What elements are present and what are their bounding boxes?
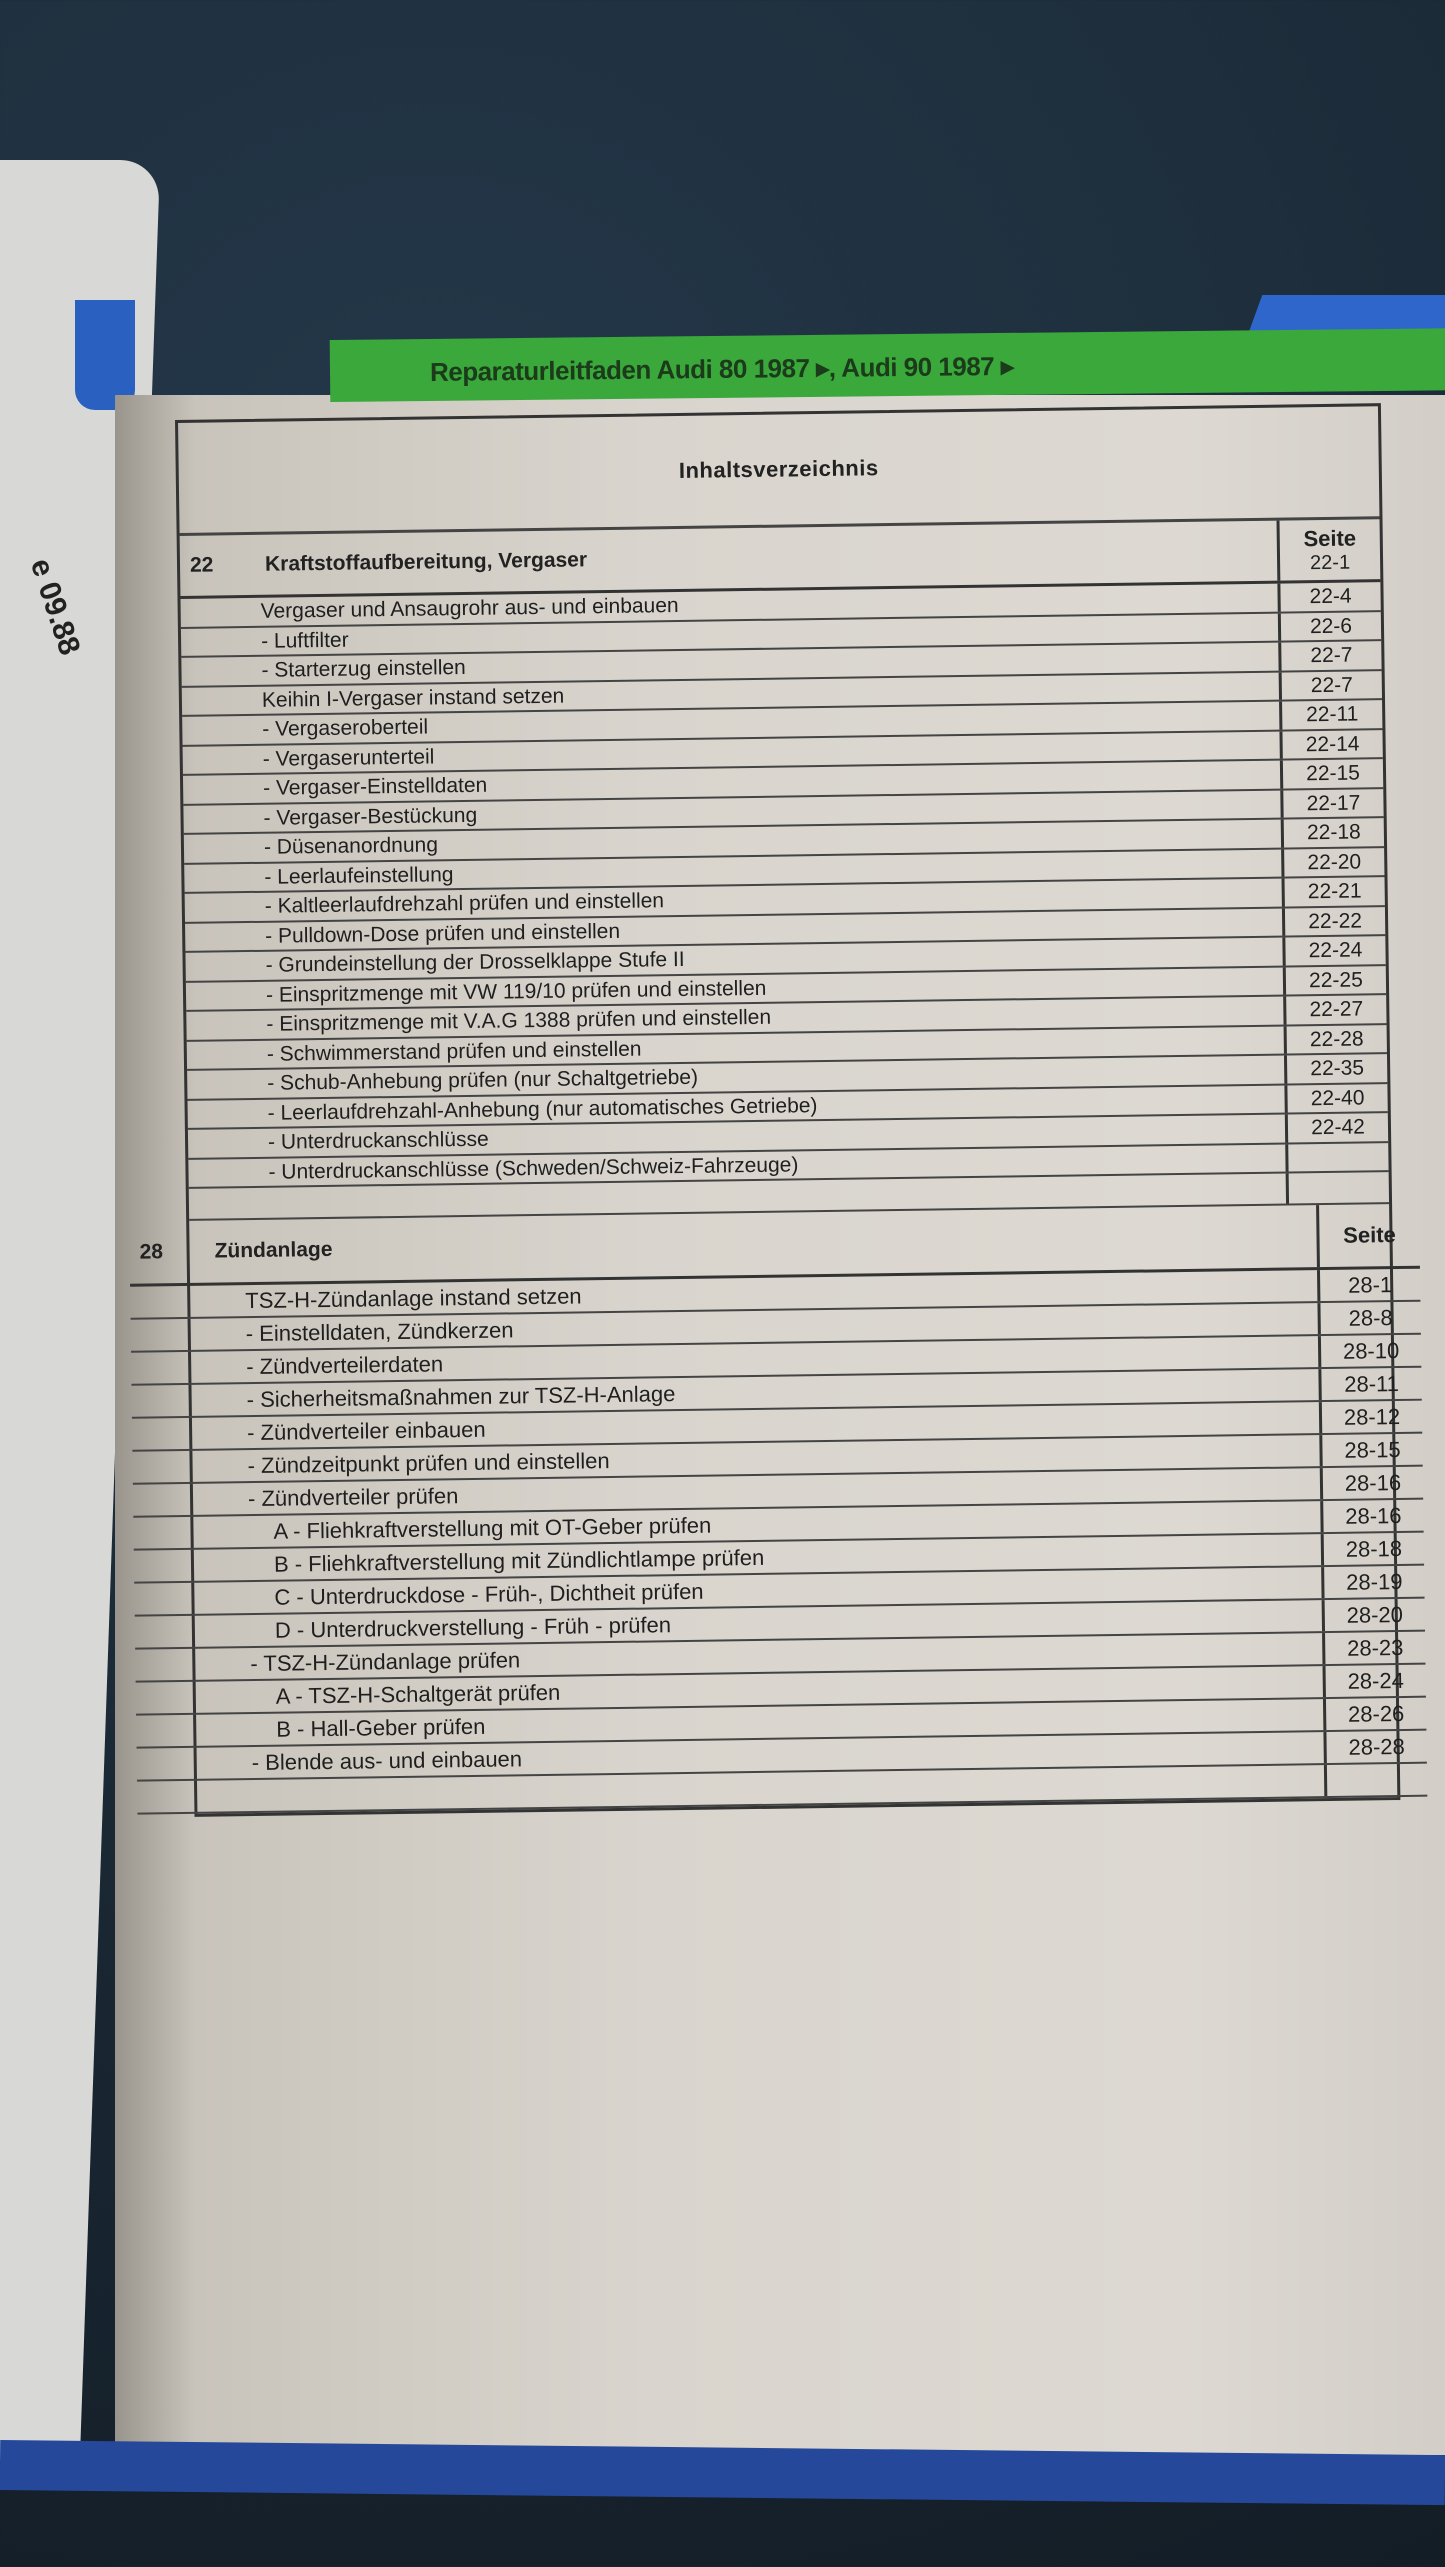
toc-entry-page: 28-16 [1320,1467,1423,1499]
toc-entry-text: - Vergaseroberteil [262,715,429,741]
toc-entry-text: B - Hall-Geber prüfen [276,1713,486,1742]
toc-entry-text: - Schwimmerstand prüfen und einstellen [266,1037,642,1066]
toc-entry-text: - Einspritzmenge mit V.A.G 1388 prüfen und einstellen [266,1005,772,1036]
toc-title: Inhaltsverzeichnis [678,455,879,483]
manual-title: Reparaturleitfaden Audi 80 1987 ▸, Audi 90 1987 ▸ [429,350,1014,387]
toc-section-28 [129,1204,1427,1815]
toc-section-22 [180,519,1389,1221]
toc-entry-text: - Blende aus- und einbauen [251,1746,523,1776]
toc-entry-text: C - Unterdruckdose - Früh-, Dichtheit prüfen [274,1578,704,1610]
toc-entry-page: 22-35 [1284,1054,1387,1083]
binder-tab-left [75,300,135,410]
toc-entry-page: 22-7 [1278,641,1381,670]
toc-entry-page: 22-42 [1285,1113,1388,1142]
toc-entry-text: - Zündverteiler prüfen [247,1483,459,1512]
section-name: Zündanlage [214,1237,333,1263]
toc-entry-page: 22-11 [1279,700,1382,729]
toc-entry-text: B - Fliehkraftverstellung mit Zündlichtlampe prüfen [273,1544,765,1577]
toc-entry-text: - Leerlaufeinstellung [264,862,454,889]
toc-entry-page: 28-20 [1322,1599,1425,1631]
toc-entry-page: 28-19 [1321,1566,1424,1598]
toc-entry-page: 22-15 [1280,759,1383,788]
page-column-header [1277,519,1381,580]
toc-entry-text: - TSZ-H-Zündanlage prüfen [250,1647,521,1677]
section-number: 22 [189,553,214,577]
toc-entry-page: 22-21 [1282,877,1385,906]
toc-entry-page: 22-14 [1279,730,1382,759]
toc-entry-text: D - Unterdruckverstellung - Früh - prüfen [274,1612,672,1643]
toc-entry-page: 28-16 [1320,1500,1423,1532]
toc-entry-text: - Einstelldaten, Zündkerzen [245,1317,514,1347]
toc-entry-text: - Grundeinstellung der Drosselklappe Stufe II [265,947,685,977]
toc-entry-text: A - Fliehkraftverstellung mit OT-Geber prüfen [273,1512,712,1544]
toc-entry-page: 22-28 [1284,1025,1387,1054]
toc-entry-text: - Starterzug einstellen [261,655,466,682]
toc-entry-text: A - TSZ-H-Schaltgerät prüfen [275,1679,561,1709]
toc-entry-page: 22-7 [1279,671,1382,700]
toc-entry-page: 22-6 [1278,612,1381,641]
toc-entry-page: 22-24 [1282,936,1385,965]
toc-entry-page: 28-11 [1318,1368,1421,1400]
toc-entry-text: - Sicherheitsmaßnahmen zur TSZ-H-Anlage [246,1381,676,1413]
section-name: Kraftstoffaufbereitung, Vergaser [264,548,588,576]
toc-entry-page: 22-27 [1283,995,1386,1024]
page-column-header [1316,1204,1420,1267]
toc-title-row [178,406,1379,536]
toc-entry-page: 28-24 [1323,1665,1426,1697]
manual-page [115,395,1445,2455]
section-number: 28 [139,1240,164,1264]
toc-entry-page: 22-22 [1282,907,1385,936]
seite-label: Seite [1343,1222,1396,1248]
booklet-cover-fragment: e 09.88 [23,554,87,660]
toc-entry-text: - Vergaser-Bestückung [263,803,478,830]
toc-entry-text: - Zündverteilerdaten [246,1351,444,1380]
toc-sections [139,519,1405,1814]
toc-entry-text: - Zündzeitpunkt prüfen und einstellen [247,1448,610,1479]
toc-entry-page: 28-8 [1317,1302,1420,1334]
toc-entry-text: - Zündverteiler einbauen [246,1416,486,1446]
toc-entry-text: - Düsenanordnung [263,833,439,859]
seite-label: Seite [1303,525,1357,551]
toc-entry-text: - Kaltleerlaufdrehzahl prüfen und einstellen [264,889,665,918]
toc-entry-text: - Luftfilter [260,628,349,653]
toc-entry-text: - Unterdruckanschlüsse [267,1127,489,1154]
toc-entry-page: 22-20 [1281,848,1384,877]
toc-entry-page: 28-26 [1323,1698,1426,1730]
toc-entry-text: - Schub-Anhebung prüfen (nur Schaltgetriebe) [267,1065,699,1095]
toc-entry-text: - Einspritzmenge mit VW 119/10 prüfen und einstellen [265,976,767,1007]
toc-entry-text: Vergaser und Ansaugrohr aus- und einbauen [260,593,679,623]
toc-entry-text: Keihin I-Vergaser instand setzen [261,684,565,712]
toc-entry-page: 28-15 [1319,1434,1422,1466]
table-of-contents [139,403,1405,1817]
toc-entry-page: 22-4 [1277,582,1380,611]
toc-entry-page [1285,1143,1388,1172]
toc-entry-text: - Unterdruckanschlüsse (Schweden/Schweiz-Fahrzeuge) [268,1152,799,1184]
toc-entry-text: TSZ-H-Zündanlage instand setzen [245,1283,582,1314]
toc-entry-page: 28-12 [1319,1401,1422,1433]
toc-entry-page: 28-1 [1317,1269,1420,1301]
toc-entry-page: 28-28 [1323,1731,1426,1763]
toc-entry-page: 28-18 [1321,1533,1424,1565]
toc-entry-page: 22-18 [1281,818,1384,847]
manual-header-band [330,328,1445,402]
toc-entry-page: 22-40 [1284,1084,1387,1113]
toc-entry-page: 28-10 [1318,1335,1421,1367]
toc-entry-page: 28-23 [1322,1632,1425,1664]
toc-entry-text: - Leerlaufdrehzahl-Anhebung (nur automatisches Getriebe) [267,1093,818,1125]
toc-entry-page: 22-17 [1280,789,1383,818]
toc-entry-text: - Vergaser-Einstelldaten [262,773,488,800]
toc-entry-text: - Vergaserunterteil [262,744,435,771]
toc-entry-text: - Pulldown-Dose prüfen und einstellen [265,919,621,948]
section-first-page: 22-1 [1309,551,1351,574]
toc-entry-page: 22-25 [1283,966,1386,995]
